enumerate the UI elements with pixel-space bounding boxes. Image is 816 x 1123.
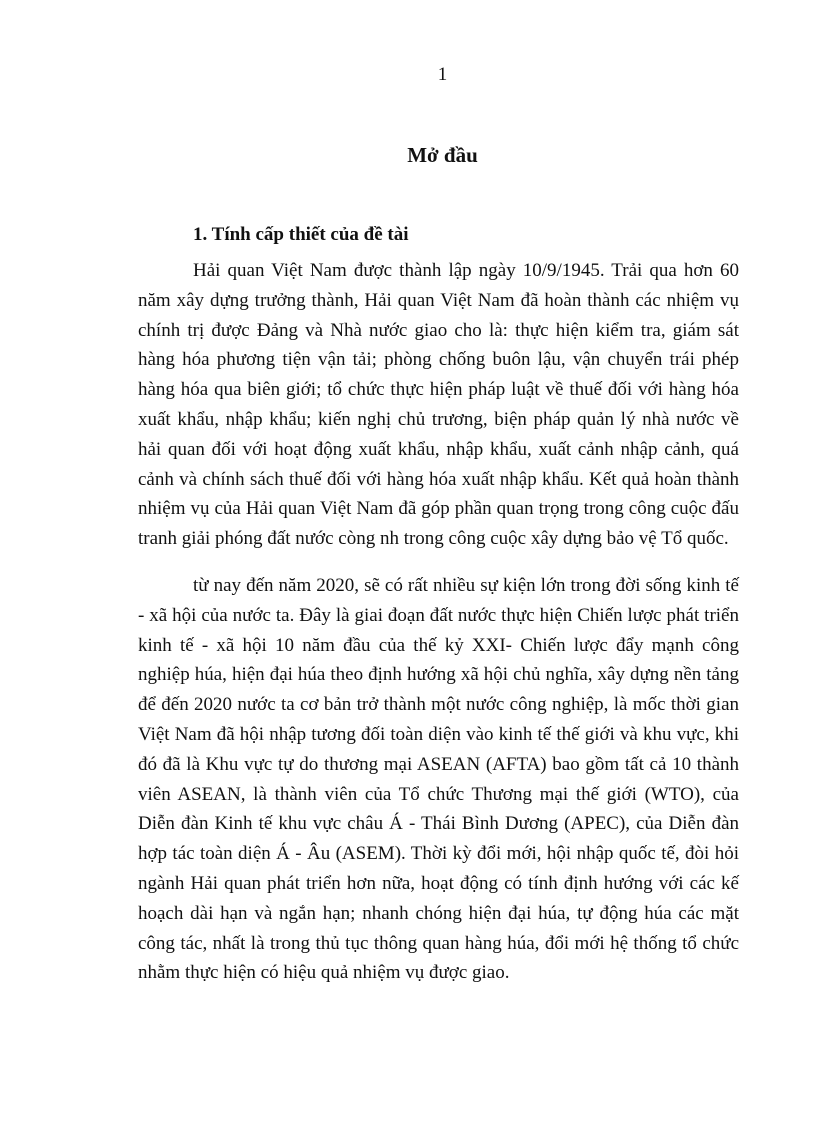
page-number: 1 xyxy=(437,64,448,85)
section-heading: 1. Tính cấp thiết của đề tài xyxy=(193,224,409,245)
paragraph-2: từ nay đến năm 2020, sẽ có rất nhiều sự kiện lớn trong đời sống kinh tế - xã hội của nước ta. Đây là giai đoạn đất nước thực hiện Chiến lược phát triển kinh tế - xã hội 10 năm đầu của thế kỷ XXI- Chiến lược đẩy mạnh công nghiệp húa, hiện đại húa theo định hướng xã hội chủ nghĩa, xây dựng nền tảng để đến 2020 nước ta cơ bản trở thành một nước công nghiệp, là mốc thời gian Việt Nam đã hội nhập tương đối toàn diện vào kinh tế thế giới và khu vực, khi đó đã là Khu vực tự do thương mại ASEAN (AFTA) bao gồm tất cả 10 thành viên ASEAN, là thành viên của Tổ chức Thương mại thế giới (WTO), của Diễn đàn Kinh tế khu vực châu Á - Thái Bình Dương (APEC), của Diễn đàn hợp tác toàn diện Á - Âu (ASEM). Thời kỳ đổi mới, hội nhập quốc tế, đòi hỏi ngành Hải quan phát triển hơn nữa, hoạt động có tính định hướng với các kế hoạch dài hạn và ngắn hạn; nhanh chóng hiện đại húa, tự động húa các mặt công tác, nhất là trong thủ tục thông quan hàng húa, đổi mới hệ thống tổ chức nhằm thực hiện có hiệu quả nhiệm vụ được giao. xyxy=(138,575,739,984)
paragraph-1: Hải quan Việt Nam được thành lập ngày 10/9/1945. Trải qua hơn 60 năm xây dựng trưởng thành, Hải quan Việt Nam đã hoàn thành các nhiệm vụ chính trị được Đảng và Nhà nước giao cho là: thực hiện kiểm tra, giám sát hàng hóa phương tiện vận tải; phòng chống buôn lậu, vận chuyển trái phép hàng hóa qua biên giới; tổ chức thực hiện pháp luật về thuế đối với hàng hóa xuất khẩu, nhập khẩu; kiến nghị chủ trương, biện pháp quản lý nhà nước về hải quan đối với hoạt động xuất khẩu, nhập khẩu, xuất cảnh nhập cảnh, quá cảnh và chính sách thuế đối với hàng hóa xuất nhập khẩu. Kết quả hoàn thành nhiệm vụ của Hải quan Việt Nam đã góp phần quan trọng trong công cuộc đấu tranh giải phóng đất nước còng nh trong công cuộc xây dựng bảo vệ Tổ quốc. xyxy=(138,260,739,550)
page-title: Mở đầu xyxy=(407,143,478,167)
